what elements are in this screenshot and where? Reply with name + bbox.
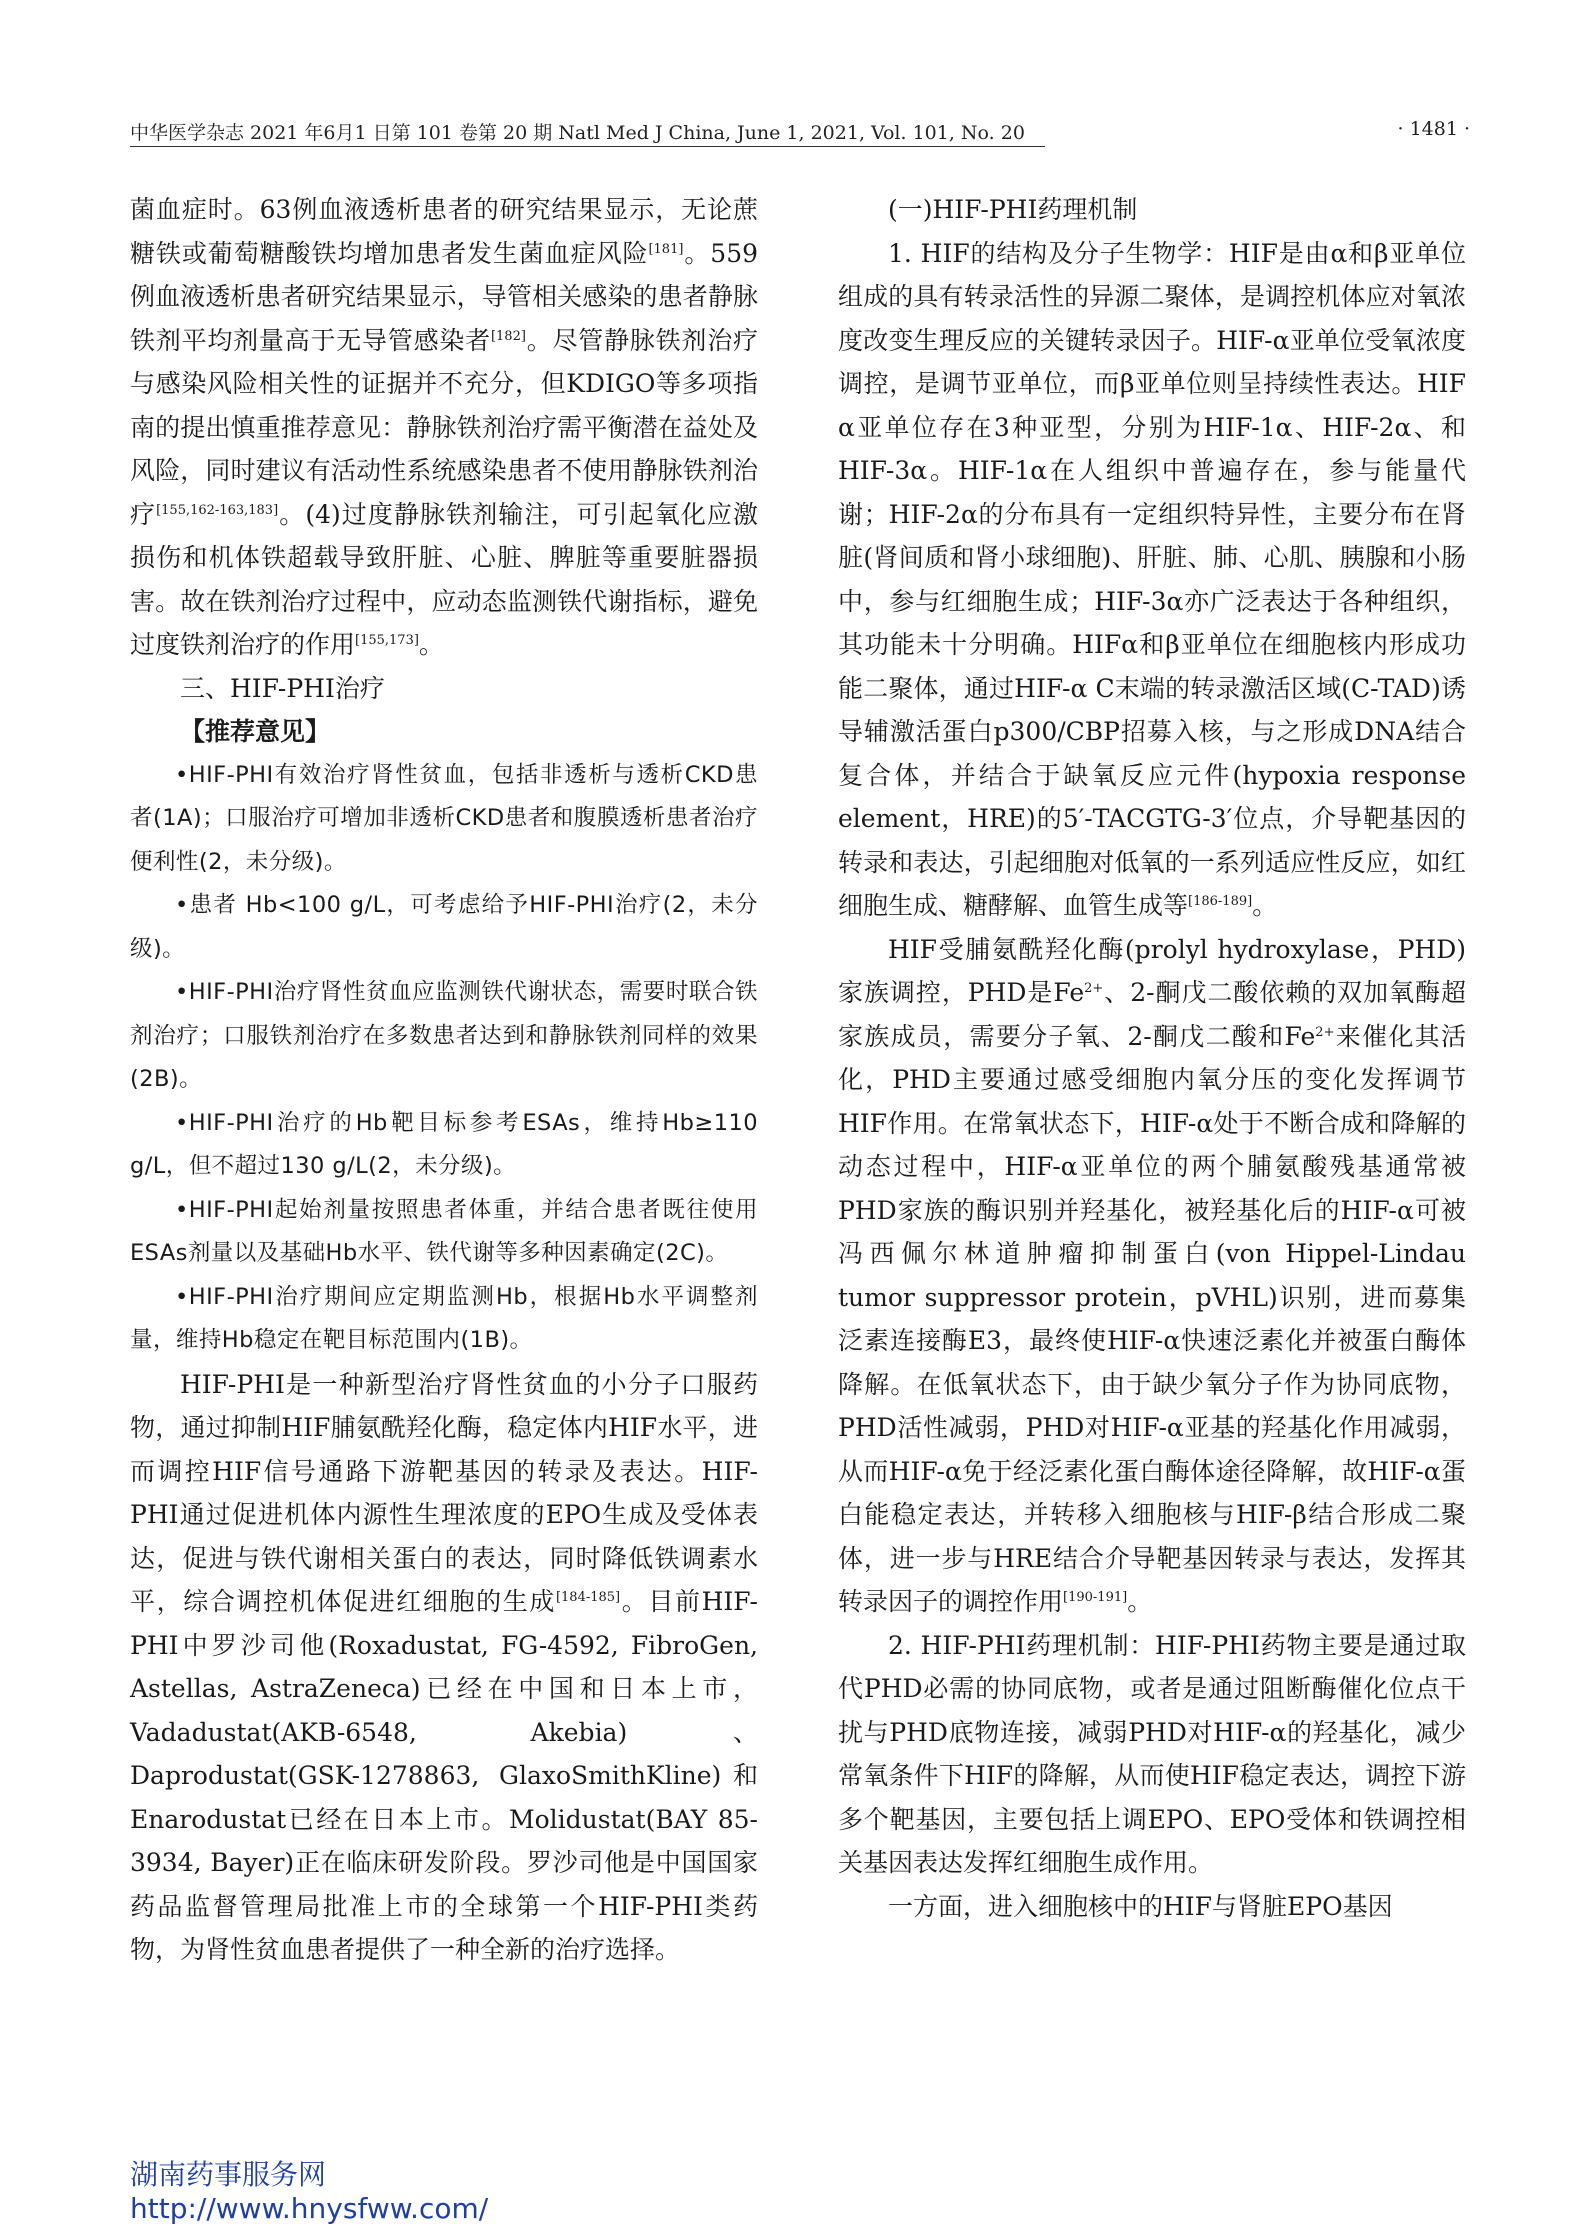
- watermark: [130, 2158, 488, 2226]
- superscript: 2+: [1084, 981, 1104, 996]
- section-heading: 三、HIF-PHI治疗: [180, 673, 385, 703]
- journal-citation: 中华医学杂志 2021 年6月1 日第 101 卷第 20 期 Natl Med J China, June 1, 2021, Vol. 101, No. 20: [130, 122, 1025, 144]
- recommendation-item: •HIF-PHI治疗期间应定期监测Hb，根据Hb水平调整剂量，维持Hb稳定在靶目标范围内(1B)。: [130, 1283, 758, 1353]
- recommendation-item: •HIF-PHI有效治疗肾性贫血，包括非透析与透析CKD患者(1A)；口服治疗可增加非透析CKD患者和腹膜透析患者治疗便利性(2，未分级)。: [130, 761, 758, 875]
- recommendation-title: 【推荐意见】: [180, 717, 331, 746]
- recommendation-item: •HIF-PHI起始剂量按照患者体重，并结合患者既往使用ESAs剂量以及基础Hb水平、铁代谢等多种因素确定(2C)。: [130, 1196, 758, 1266]
- citation-ref: [186-189]: [1188, 894, 1253, 909]
- recommendation-item: •HIF-PHI治疗的Hb靶目标参考ESAs，维持Hb≥110 g/L，但不超过130 g/L(2，未分级)。: [130, 1109, 758, 1179]
- paragraph: 菌血症时。63例血液透析患者的研究结果显示，无论蔗糖铁或葡萄糖酸铁均增加患者发生菌血症风险[181]。559例血液透析患者研究结果显示，导管相关感染的患者静脉铁剂平均剂量高于无导管感染者[182]。尽管静脉铁剂治疗与感染风险相关性的证据并不充分，但KDIGO等多项指南的提出慎重推荐意见：静脉铁剂治疗需平衡潜在益处及风险，同时建议有活动性系统感染患者不使用静脉铁剂治疗[155,162-163,183]。(4)过度静脉铁剂输注，可引起氧化应激损伤和机体铁超载导致肝脏、心脏、脾脏等重要脏器损害。故在铁剂治疗过程中，应动态监测铁代谢指标，避免过度铁剂治疗的作用[155,173]。: [130, 195, 759, 659]
- citation-ref: [190-191]: [1063, 1590, 1128, 1605]
- page-number: · 1481 ·: [1397, 118, 1470, 140]
- citation-ref: [182]: [490, 328, 526, 344]
- recommendation-item: •患者 Hb<100 g/L，可考虑给予HIF-PHI治疗(2，未分级)。: [130, 892, 758, 962]
- citation-ref: [155,162-163,183]: [156, 502, 279, 518]
- paragraph: 1. HIF的结构及分子生物学：HIF是由α和β亚单位组成的具有转录活性的异源二聚体，是调控机体应对氧浓度改变生理反应的关键转录因子。HIF-α亚单位受氧浓度调控，是调节亚单位，而β亚单位则呈持续性表达。HIF α亚单位存在3种亚型，分别为HIF-1α、HIF-2α、和HIF-3α。HIF-1α在人组织中普遍存在，参与能量代谢；HIF-2α的分布具有一定组织特异性，主要分布在肾脏(肾间质和肾小球细胞)、肝脏、肺、心肌、胰腺和小肠中，参与红细胞生成；HIF-3α亦广泛表达于各种组织，其功能未十分明确。HIFα和β亚单位在细胞核内形成功能二聚体，通过HIF-α C末端的转录激活区域(C-TAD)诱导辅激活蛋白p300/CBP招募入核，与之形成DNA结合复合体，并结合于缺氧反应元件(hypoxia response element，HRE)的5′-TACGTG-3′位点，介导靶基因的转录和表达，引起细胞对低氧的一系列适应性反应，如红细胞生成、糖酵解、血管生成等[186-189]。: [838, 238, 1466, 920]
- paragraph: HIF受脯氨酰羟化酶(prolyl hydroxylase，PHD)家族调控，PHD是$Fe^{2+}$、2-酮戊二酸依赖的双加氧酶超家族成员，需要分子氧、2-酮戊二酸和$Fe^{2+}$来催化其活化，PHD主要通过感受细胞内氧分压的变化发挥调节HIF作用。在常氧状态下，HIF-α处于不断合成和降解的动态过程中，HIF-α亚单位的两个脯氨酸残基通常被PHD家族的酶识别并羟基化，被羟基化后的HIF-α可被冯西佩尔林道肿瘤抑制蛋白(von Hippel-Lindau tumor suppressor protein，pVHL)识别，进而募集泛素连接酶E3，最终使HIF-α快速泛素化并被蛋白酶体降解。在低氧状态下，由于缺少氧分子作为协同底物，PHD活性减弱，PHD对HIF-α亚基的羟基化作用减弱，从而HIF-α免于经泛素化蛋白酶体途径降解，故HIF-α蛋白能稳定表达，并转移入细胞核与HIF-β结合形成二聚体，进一步与HRE结合介导靶基因转录与表达，发挥其转录因子的调控作用[190-191]。: [838, 934, 1466, 1616]
- header-divider: [130, 146, 1045, 147]
- superscript: 2+: [1315, 1024, 1335, 1040]
- citation-ref: [184-185]: [555, 1590, 621, 1605]
- paragraph: HIF-PHI是一种新型治疗肾性贫血的小分子口服药物，通过抑制HIF脯氨酰羟化酶，稳定体内HIF水平，进而调控HIF信号通路下游靶基因的转录及表达。HIF-PHI通过促进机体内源性生理浓度的EPO生成及受体表达，促进与铁代谢相关蛋白的表达，同时降低铁调素水平，综合调控机体促进红细胞的生成[184-185]。目前HIF-PHI中罗沙司他(Roxadustat, FG-4592, FibroGen, Astellas, AstraZeneca)已经在中国和日本上市，Vadadustat(AKB-6548, Akebia)、Daprodustat(GSK-1278863, GlaxoSmithKline)和Enarodustat已经在日本上市。Molidustat(BAY 85-3934, Bayer)正在临床研发阶段。罗沙司他是中国国家药品监督管理局批准上市的全球第一个HIF-PHI类药物，为肾性贫血患者提供了一种全新的治疗选择。: [130, 1369, 758, 1964]
- paragraph: 2. HIF-PHI药理机制：HIF-PHI药物主要是通过取代PHD必需的协同底物，或者是通过阻断酶催化位点干扰与PHD底物连接，减弱PHD对HIF-α的羟基化，减少常氧条件下HIF的降解，从而使HIF稳定表达，调控下游多个靶基因，主要包括上调EPO、EPO受体和铁调控相关基因表达发挥红细胞生成作用。: [838, 1630, 1466, 1877]
- subsection-heading: (一)HIF-PHI药理机制: [888, 195, 1138, 224]
- running-header: [130, 112, 1470, 148]
- citation-ref: [181]: [648, 241, 684, 257]
- watermark-url[interactable]: http://www.hnysfww.com/: [130, 2192, 489, 2225]
- left-column: [130, 188, 758, 1972]
- right-column: [838, 188, 1466, 1928]
- paragraph: 一方面，进入细胞核中的HIF与肾脏EPO基因: [888, 1891, 1393, 1921]
- recommendation-item: •HIF-PHI治疗肾性贫血应监测铁代谢状态，需要时联合铁剂治疗；口服铁剂治疗在多数患者达到和静脉铁剂同样的效果(2B)。: [130, 979, 758, 1092]
- watermark-site-name: 湖南药事服务网: [130, 2158, 327, 2191]
- citation-ref: [155,173]: [355, 633, 419, 648]
